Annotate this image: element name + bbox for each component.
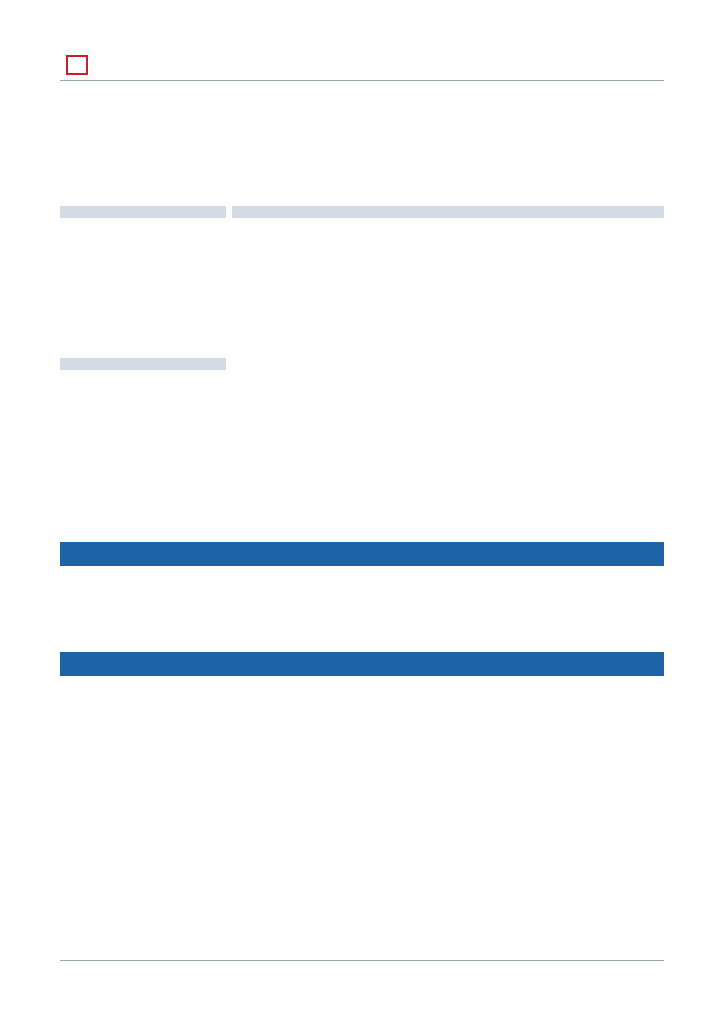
peer-section-header [60, 652, 664, 676]
company-logo [66, 55, 88, 75]
opinion-section-header [60, 542, 664, 566]
footer-divider [60, 960, 664, 961]
overview-section-header [60, 206, 226, 218]
header-divider [60, 80, 664, 81]
bond-section-header [60, 358, 226, 370]
model-section-header [232, 206, 664, 218]
